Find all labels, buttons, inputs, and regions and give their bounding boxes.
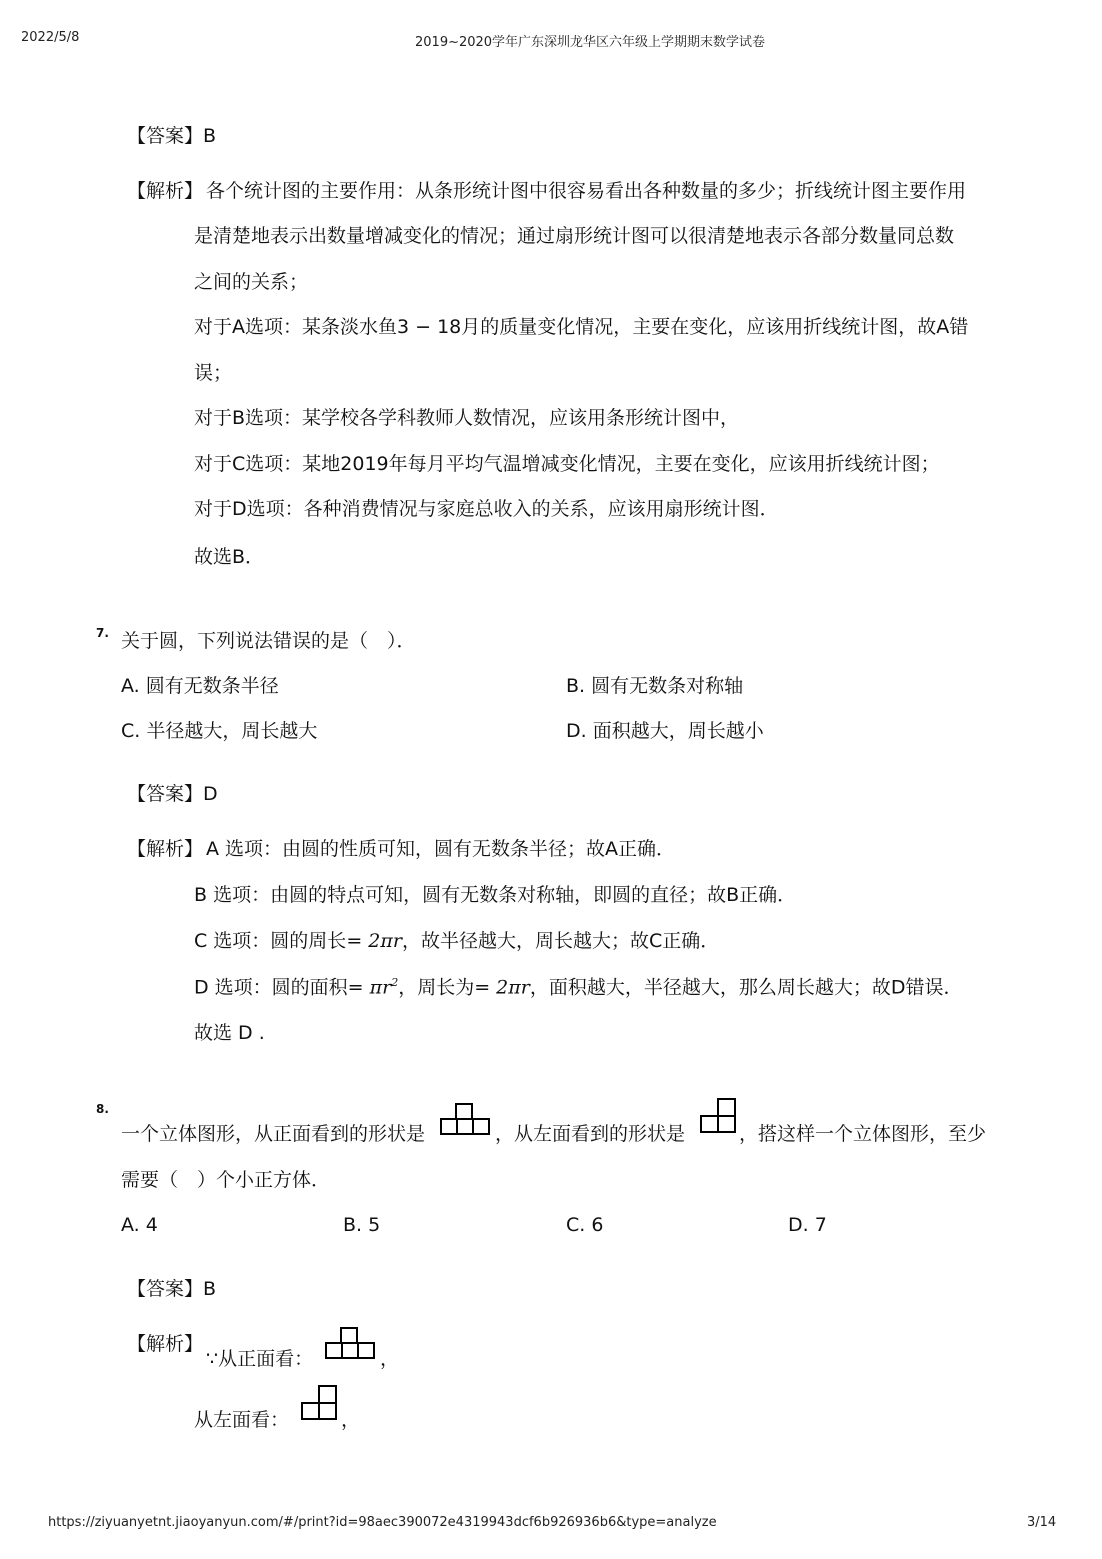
q7-answer [127, 783, 218, 806]
text: C 选项：圆的周长 [194, 930, 347, 952]
q6-analysis-line: 对于B选项：某学校各学科教师人数情况，应该用条形统计图中， [194, 407, 740, 429]
q6-analysis-label: 【解析】 [127, 180, 204, 202]
q7-analysis-label: 【解析】 [127, 838, 204, 860]
q8-analysis-label: 【解析】 [127, 1333, 204, 1355]
q8-option-a: A. 4 [121, 1214, 158, 1236]
q7-analysis-d [194, 976, 962, 999]
q7-analysis-b: B 选项：由圆的特点可知，圆有无数条对称轴，即圆的直径；故B正确． [194, 884, 797, 906]
q7-option-d: D. 面积越大，周长越小 [566, 720, 764, 742]
q8-left-view-end: ， [341, 1409, 361, 1431]
header-title: 2019~2020学年广东深圳龙华区六年级上学期期末数学试卷 [415, 35, 766, 50]
answer-label: 【答案】 [127, 1278, 204, 1300]
q6-analysis-line: 对于D选项：各种消费情况与家庭总收入的关系，应该用扇形统计图． [194, 498, 779, 520]
q8-front-view-text: ∵从正面看： [206, 1348, 314, 1370]
q6-analysis-line: 误； [194, 362, 233, 384]
answer-value: B [203, 1278, 217, 1300]
q6-analysis-line: 对于C选项：某地2019年每月平均气温增减变化情况，主要在变化，应该用折线统计图； [194, 453, 940, 475]
q8-front-view-end: ， [380, 1348, 400, 1370]
q8-stem-part3: ，搭这样一个立体图形，至少 [739, 1123, 987, 1145]
q6-analysis-line: 之间的关系； [194, 271, 309, 293]
header-date: 2022/5/8 [21, 30, 80, 45]
q6-analysis-line: 各个统计图的主要作用：从条形统计图中很容易看出各种数量的多少；折线统计图主要作用 [206, 180, 967, 202]
q7-analysis-c [194, 930, 719, 953]
q7-option-c: C. 半径越大，周长越大 [121, 720, 318, 742]
math-formula: = πr [347, 976, 392, 999]
q7-option-b: B. 圆有无数条对称轴 [566, 675, 744, 697]
math-formula: = 2πr [474, 976, 530, 999]
q7-option-a: A. 圆有无数条半径 [121, 675, 279, 697]
q8-stem-part2: ，从左面看到的形状是 [495, 1123, 686, 1145]
q8-left-view-text: 从左面看： [194, 1409, 290, 1431]
answer-value: B [203, 125, 217, 147]
q8-answer [127, 1278, 216, 1301]
q8-stem-part1: 一个立体图形，从正面看到的形状是 [121, 1123, 426, 1145]
q7-stem: 关于圆，下列说法错误的是（ ）． [121, 630, 416, 652]
left-view-figure [699, 1097, 737, 1135]
q8-option-c: C. 6 [566, 1214, 604, 1236]
answer-label: 【答案】 [127, 125, 204, 147]
q6-conclusion: 故选B． [194, 546, 265, 568]
q7-number: 7. [96, 626, 109, 640]
q8-number: 8. [96, 1102, 109, 1116]
q8-option-b: B. 5 [343, 1214, 381, 1236]
front-view-figure [440, 1102, 490, 1136]
q8-option-d: D. 7 [788, 1214, 827, 1236]
q6-analysis-line: 对于A选项：某条淡水鱼3 − 18月的质量变化情况，主要在变化，应该用折线统计图，故A错 [194, 316, 969, 338]
answer-label: 【答案】 [127, 783, 204, 805]
left-view-figure [300, 1384, 338, 1422]
q7-analysis-a: A 选项：由圆的性质可知，圆有无数条半径；故A正确． [206, 838, 676, 860]
answer-value: D [203, 783, 218, 805]
footer-url[interactable]: https://ziyuanyetnt.jiaoyanyun.com/#/print?id=98aec390072e4319943dcf6b926936b6&type=analyze [48, 1515, 717, 1530]
text: ，故半径越大，周长越大；故C正确． [401, 930, 720, 952]
math-exponent: 2 [391, 976, 399, 989]
q8-stem-line2: 需要（ ）个小正方体． [121, 1169, 331, 1191]
math-formula: = 2πr [346, 930, 402, 952]
q7-conclusion: 故选 D . [194, 1022, 265, 1044]
text: ，周长为 [398, 976, 475, 999]
footer-page-number: 3/14 [1027, 1515, 1057, 1530]
text: ，面积越大，半径越大，那么周长越大；故D错误． [529, 976, 963, 999]
front-view-figure [325, 1326, 375, 1360]
q6-analysis-line: 是清楚地表示出数量增减变化的情况；通过扇形统计图可以很清楚地表示各部分数量同总数 [194, 225, 955, 247]
q6-answer [127, 125, 216, 148]
text: D 选项：圆的面积 [194, 976, 348, 999]
